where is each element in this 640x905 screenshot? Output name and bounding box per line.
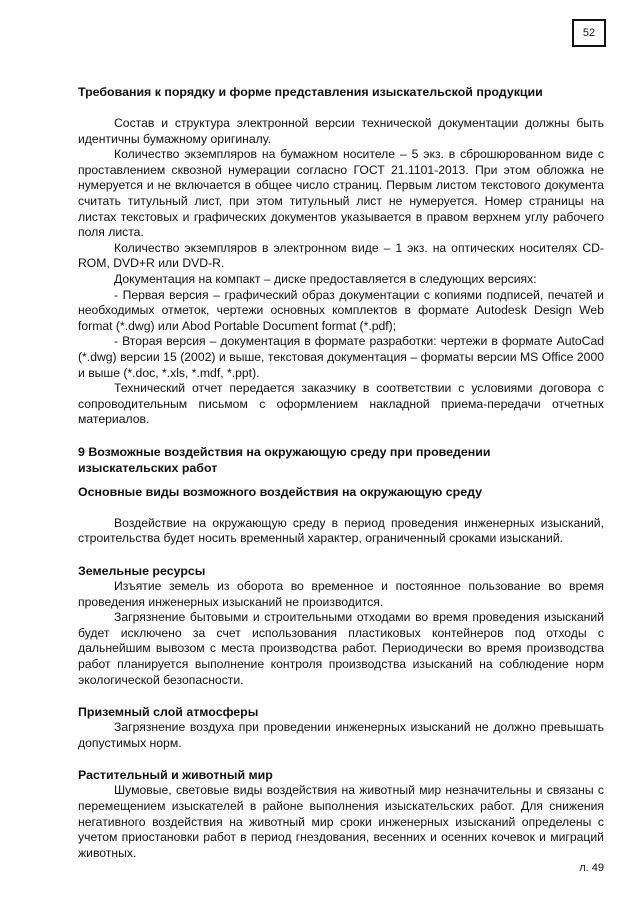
page-number-box: 52: [572, 19, 606, 47]
paragraph: Количество экземпляров на бумажном носителе – 5 экз. в сброшюрованном виде с проставлением сквозной нумерации согласно ГОСТ 21.1101-2013. При этом обложка не нумеруется и не включается в общее число страниц. Первым листом текстового документа считать титульный лист, при этом титульный лист не нумеруется. Номер страницы на листах текстовых и графических документов указывается в правом верхнем углу рабочего поля листа.: [78, 147, 604, 240]
section-heading-9: [78, 444, 604, 476]
subsection-heading-air: Приземный слой атмосферы: [78, 705, 259, 720]
list-item: - Первая версия – графический образ документации с копиями подписей, печатей и необходимых отметок, чертежи основных комплектов в формате Autodesk Design Web format (*.dwg) или Abod Portable Document format (*.pdf);: [78, 287, 604, 333]
section-heading-9-line2: изыскательских работ: [78, 460, 218, 475]
paragraph: Загрязнение бытовыми и строительными отходами во время проведения изысканий будет исключено за счет использования пластиковых контейнеров под отходы с дальнейшим вывозом с места производства работ. Периодически во время производства работ планируется выполнение контроля производства изысканий на соблюдение норм экологической безопасности.: [78, 610, 604, 687]
sheet-number: л. 49: [579, 862, 604, 874]
paragraph: Состав и структура электронной версии технической документации должны быть идентичны бумажному оригиналу.: [78, 116, 604, 146]
section-heading-requirements: Требования к порядку и форме представления изыскательской продукции: [78, 85, 543, 99]
paragraph: Технический отчет передается заказчику в соответствии с условиями договора с сопроводительным письмом с оформлением накладной приема-передачи отчетных материалов.: [78, 381, 604, 427]
list-item: - Вторая версия – документация в формате разработки: чертежи в формате AutoCad (*.dwg) версии 15 (2002) и выше, текстовая документация – форматы версии MS Office 2000 и выше (*.doc, *.xls, *.mdf, *.ppt).: [78, 334, 604, 380]
subsection-heading-land: Земельные ресурсы: [78, 564, 206, 579]
section-heading-9-line1: 9 Возможные воздействия на окружающую среду при проведении: [78, 444, 491, 459]
paragraph: Загрязнение воздуха при проведении инженерных изысканий не должно превышать допустимых норм.: [78, 720, 604, 750]
subsection-heading-impacts: Основные виды возможного воздействия на окружающую среду: [78, 484, 483, 499]
paragraph: Шумовые, световые виды воздействия на животный мир незначительны и связаны с перемещением изыскателей в районе выполнения изыскательских работ. Для снижения негативного воздействия на животный мир сроки инженерных изысканий определены с учетом приостановки работ в период гнездования, весенних и осенних кочевок и миграций животных.: [78, 783, 604, 860]
paragraph: Документация на компакт – диске предоставляется в следующих версиях:: [114, 271, 537, 286]
paragraph: Воздействие на окружающую среду в период проведения инженерных изысканий, строительства будет носить временный характер, ограниченный сроками изысканий.: [78, 515, 604, 546]
document-body: [78, 84, 604, 861]
paragraph: Изъятие земель из оборота во временное и постоянное пользование во время проведения инженерных изысканий не производится.: [78, 579, 604, 609]
subsection-heading-flora-fauna: Растительный и животный мир: [78, 768, 273, 783]
paragraph: Количество экземпляров в электронном виде – 1 экз. на оптических носителях CD-ROM, DVD+R или DVD-R.: [78, 240, 604, 271]
